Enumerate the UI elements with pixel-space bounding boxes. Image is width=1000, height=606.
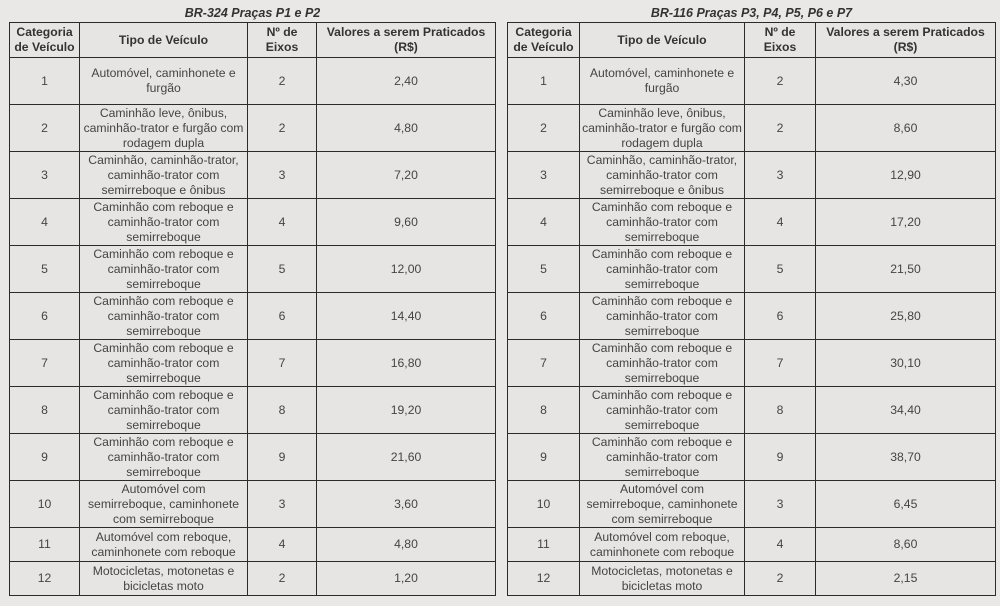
- cell-eixos: 5: [248, 246, 317, 293]
- cell-eixos: 6: [745, 293, 816, 340]
- table-panel-br324: [9, 0, 496, 596]
- cell-tipo: Caminhão com reboque e caminhão-trator com semirreboque: [580, 293, 745, 340]
- cell-tipo: Motocicletas, motonetas e bicicletas moto: [580, 562, 745, 596]
- table-row: [10, 246, 496, 293]
- cell-categoria: 3: [10, 152, 80, 199]
- cell-tipo: Caminhão com reboque e caminhão-trator com semirreboque: [580, 199, 745, 246]
- cell-eixos: 4: [745, 199, 816, 246]
- header-categoria: Categoria de Veículo: [10, 23, 80, 58]
- table-row: [508, 340, 996, 387]
- cell-tipo: Caminhão com reboque e caminhão-trator com semirreboque: [80, 387, 248, 434]
- cell-valor: 7,20: [317, 152, 496, 199]
- cell-categoria: 3: [508, 152, 580, 199]
- table-row: [10, 152, 496, 199]
- table-row: [508, 246, 996, 293]
- cell-tipo: Caminhão com reboque e caminhão-trator com semirreboque: [580, 340, 745, 387]
- cell-eixos: 4: [248, 528, 317, 562]
- table-row: [10, 105, 496, 152]
- cell-eixos: 2: [745, 562, 816, 596]
- cell-tipo: Caminhão, caminhão-trator, caminhão-trator com semirreboque e ônibus: [580, 152, 745, 199]
- cell-categoria: 10: [508, 481, 580, 528]
- cell-categoria: 2: [10, 105, 80, 152]
- cell-eixos: 9: [248, 434, 317, 481]
- cell-tipo: Automóvel com reboque, caminhonete com reboque: [80, 528, 248, 562]
- cell-tipo: Caminhão com reboque e caminhão-trator com semirreboque: [580, 434, 745, 481]
- cell-valor: 12,90: [816, 152, 996, 199]
- table-title: BR-324 Praças P1 e P2: [184, 6, 321, 20]
- cell-valor: 4,30: [816, 58, 996, 105]
- cell-valor: 6,45: [816, 481, 996, 528]
- cell-categoria: 10: [10, 481, 80, 528]
- table-row: [10, 434, 496, 481]
- cell-categoria: 12: [508, 562, 580, 596]
- header-categoria: Categoria de Veículo: [508, 23, 580, 58]
- table-row: [10, 528, 496, 562]
- table-row: [10, 340, 496, 387]
- cell-categoria: 9: [10, 434, 80, 481]
- header-eixos: Nº de Eixos: [745, 23, 816, 58]
- cell-valor: 34,40: [816, 387, 996, 434]
- cell-eixos: 3: [745, 481, 816, 528]
- cell-eixos: 2: [745, 58, 816, 105]
- header-valores: Valores a serem Praticados (R$): [816, 23, 996, 58]
- table-row: [508, 387, 996, 434]
- header-valores: Valores a serem Praticados (R$): [317, 23, 496, 58]
- table-row: [508, 562, 996, 596]
- cell-categoria: 12: [10, 562, 80, 596]
- cell-valor: 17,20: [816, 199, 996, 246]
- cell-valor: 19,20: [317, 387, 496, 434]
- table-row: [508, 434, 996, 481]
- cell-valor: 38,70: [816, 434, 996, 481]
- cell-eixos: 9: [745, 434, 816, 481]
- cell-tipo: Caminhão, caminhão-trator, caminhão-trator com semirreboque e ônibus: [80, 152, 248, 199]
- table-row: [10, 481, 496, 528]
- table-row: [508, 58, 996, 105]
- cell-eixos: 3: [248, 152, 317, 199]
- cell-eixos: 5: [745, 246, 816, 293]
- cell-eixos: 2: [248, 58, 317, 105]
- table-row: [10, 562, 496, 596]
- cell-valor: 3,60: [317, 481, 496, 528]
- cell-eixos: 6: [248, 293, 317, 340]
- cell-categoria: 1: [508, 58, 580, 105]
- table-row: [508, 199, 996, 246]
- cell-eixos: 7: [248, 340, 317, 387]
- cell-valor: 9,60: [317, 199, 496, 246]
- cell-categoria: 5: [508, 246, 580, 293]
- cell-categoria: 11: [10, 528, 80, 562]
- cell-eixos: 3: [745, 152, 816, 199]
- cell-valor: 8,60: [816, 105, 996, 152]
- table-row: [10, 199, 496, 246]
- cell-valor: 2,15: [816, 562, 996, 596]
- table-row: [508, 528, 996, 562]
- cell-tipo: Caminhão leve, ônibus, caminhão-trator e furgão com rodagem dupla: [80, 105, 248, 152]
- cell-tipo: Caminhão com reboque e caminhão-trator com semirreboque: [80, 246, 248, 293]
- cell-categoria: 7: [508, 340, 580, 387]
- table-panel-br116: [507, 0, 996, 596]
- cell-categoria: 8: [10, 387, 80, 434]
- table-row: [508, 481, 996, 528]
- table-row: [10, 58, 496, 105]
- cell-tipo: Caminhão leve, ônibus, caminhão-trator e furgão com rodagem dupla: [580, 105, 745, 152]
- table-title: BR-116 Praças P3, P4, P5, P6 e P7: [650, 6, 853, 20]
- header-row: [508, 23, 996, 58]
- cell-eixos: 4: [745, 528, 816, 562]
- header-tipo: Tipo de Veículo: [80, 23, 248, 58]
- cell-tipo: Caminhão com reboque e caminhão-trator com semirreboque: [580, 246, 745, 293]
- cell-valor: 2,40: [317, 58, 496, 105]
- cell-tipo: Caminhão com reboque e caminhão-trator com semirreboque: [80, 340, 248, 387]
- cell-tipo: Automóvel com reboque, caminhonete com reboque: [580, 528, 745, 562]
- cell-tipo: Motocicletas, motonetas e bicicletas moto: [80, 562, 248, 596]
- table-row: [508, 105, 996, 152]
- cell-valor: 16,80: [317, 340, 496, 387]
- cell-valor: 12,00: [317, 246, 496, 293]
- cell-valor: 4,80: [317, 105, 496, 152]
- cell-tipo: Automóvel com semirreboque, caminhonete com semirreboque: [80, 481, 248, 528]
- cell-eixos: 2: [248, 562, 317, 596]
- cell-tipo: Caminhão com reboque e caminhão-trator com semirreboque: [580, 387, 745, 434]
- header-eixos: Nº de Eixos: [248, 23, 317, 58]
- cell-tipo: Caminhão com reboque e caminhão-trator com semirreboque: [80, 293, 248, 340]
- table-row: [10, 387, 496, 434]
- cell-categoria: 6: [10, 293, 80, 340]
- cell-valor: 14,40: [317, 293, 496, 340]
- cell-tipo: Automóvel, caminhonete e furgão: [580, 58, 745, 105]
- cell-eixos: 2: [745, 105, 816, 152]
- cell-tipo: Caminhão com reboque e caminhão-trator com semirreboque: [80, 434, 248, 481]
- cell-eixos: 2: [248, 105, 317, 152]
- cell-eixos: 8: [248, 387, 317, 434]
- cell-categoria: 4: [10, 199, 80, 246]
- cell-eixos: 8: [745, 387, 816, 434]
- cell-valor: 21,50: [816, 246, 996, 293]
- cell-categoria: 5: [10, 246, 80, 293]
- cell-eixos: 3: [248, 481, 317, 528]
- table-body: [10, 58, 496, 596]
- cell-eixos: 4: [248, 199, 317, 246]
- cell-categoria: 11: [508, 528, 580, 562]
- cell-categoria: 9: [508, 434, 580, 481]
- cell-valor: 25,80: [816, 293, 996, 340]
- cell-categoria: 7: [10, 340, 80, 387]
- cell-categoria: 8: [508, 387, 580, 434]
- table-row: [508, 152, 996, 199]
- table-row: [508, 293, 996, 340]
- cell-tipo: Automóvel, caminhonete e furgão: [80, 58, 248, 105]
- cell-tipo: Automóvel com semirreboque, caminhonete com semirreboque: [580, 481, 745, 528]
- cell-valor: 21,60: [317, 434, 496, 481]
- cell-eixos: 7: [745, 340, 816, 387]
- cell-categoria: 4: [508, 199, 580, 246]
- cell-valor: 8,60: [816, 528, 996, 562]
- cell-valor: 30,10: [816, 340, 996, 387]
- cell-categoria: 6: [508, 293, 580, 340]
- cell-categoria: 1: [10, 58, 80, 105]
- cell-tipo: Caminhão com reboque e caminhão-trator com semirreboque: [80, 199, 248, 246]
- header-tipo: Tipo de Veículo: [580, 23, 745, 58]
- toll-table-br116: [507, 22, 996, 596]
- table-body: [508, 58, 996, 596]
- header-row: [10, 23, 496, 58]
- cell-valor: 1,20: [317, 562, 496, 596]
- table-row: [10, 293, 496, 340]
- cell-categoria: 2: [508, 105, 580, 152]
- cell-valor: 4,80: [317, 528, 496, 562]
- toll-table-br324: [9, 22, 496, 596]
